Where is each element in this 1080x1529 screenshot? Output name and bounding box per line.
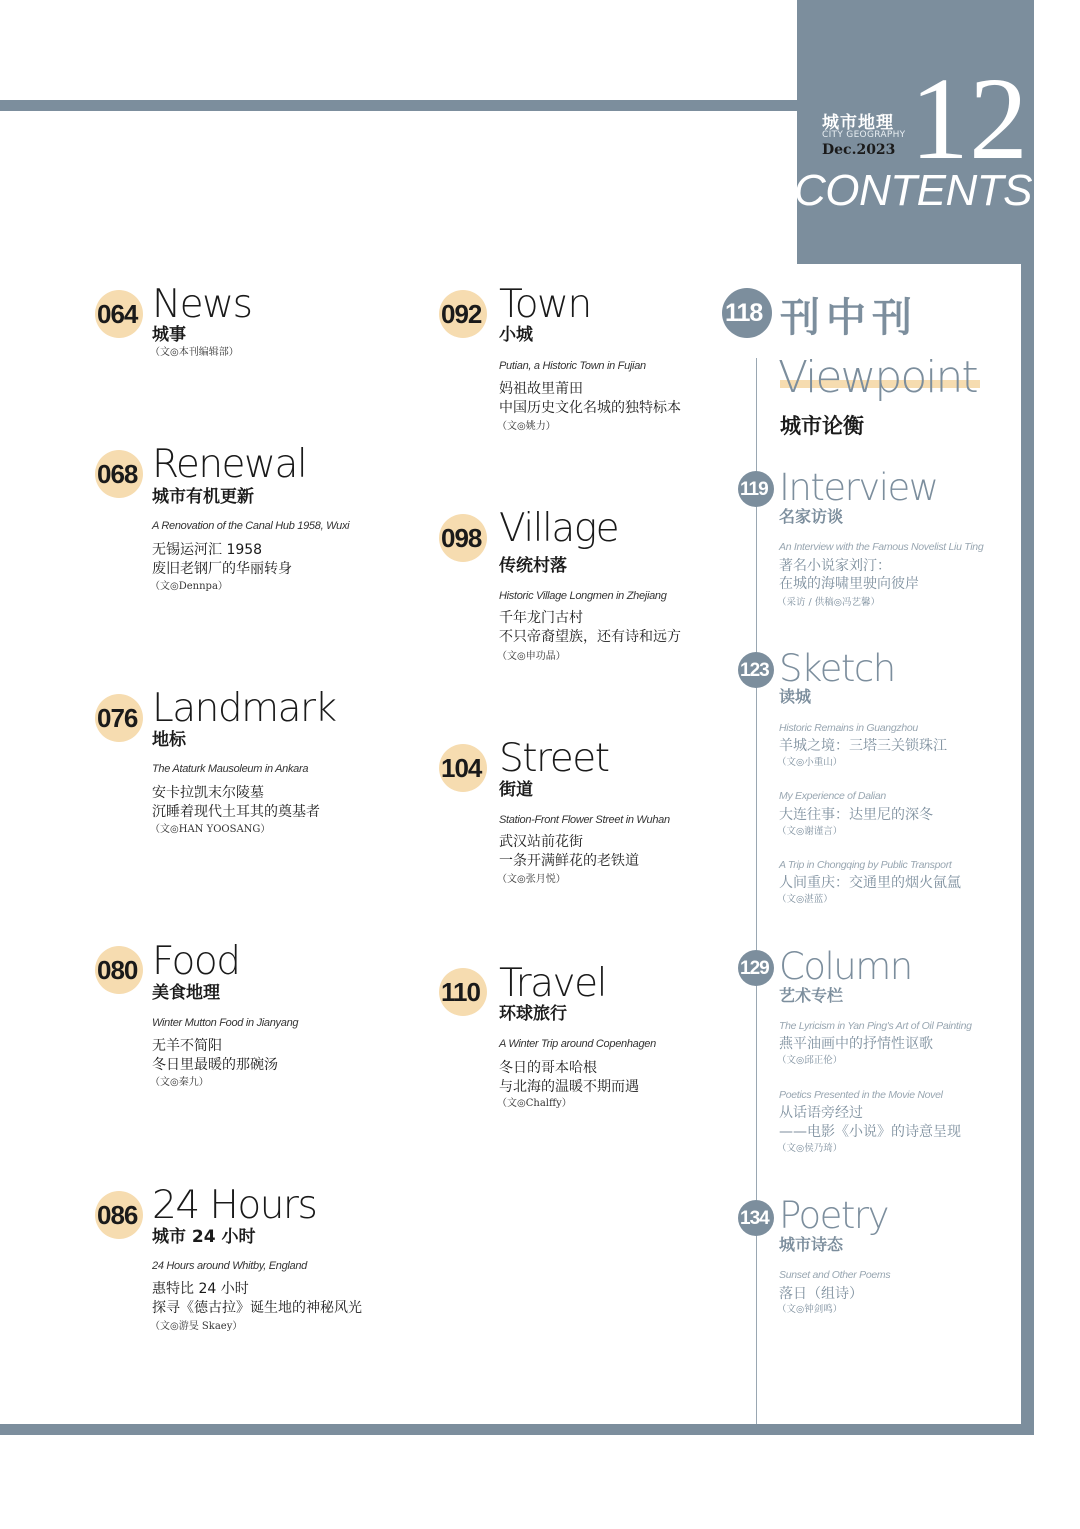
- article-title-line: 冬日的哥本哈根: [499, 1060, 597, 1076]
- article-title-line: 与北海的温暖不期而遇: [499, 1079, 639, 1095]
- article-title-en: Poetics Presented in the Movie Novel: [779, 1089, 943, 1101]
- top-rule: [0, 100, 800, 111]
- article-author: （文◎申功晶）: [497, 651, 566, 662]
- feature-title: 刊中刊: [780, 295, 918, 341]
- article-title-en: Historic Village Longmen in Zhejiang: [499, 590, 667, 602]
- article-title-line: ——电影《小说》的诗意呈现: [779, 1124, 961, 1140]
- section-title-cn: 城市诗态: [779, 1235, 844, 1254]
- article-title-line: 中国历史文化名城的独特标本: [499, 400, 681, 416]
- section-title-en: 24 Hours: [152, 1183, 317, 1228]
- issue-date: Dec.2023: [822, 142, 896, 158]
- article-author: （文◎HAN YOOSANG）: [150, 824, 271, 835]
- article-author: （文◎游旻 Skaey）: [150, 1321, 243, 1332]
- article-title-en: Sunset and Other Poems: [779, 1269, 891, 1281]
- article-author: （文◎秦九）: [150, 1077, 209, 1088]
- section-title-en: News: [152, 282, 252, 327]
- section-title-en: Food: [152, 939, 240, 984]
- article-title-line: 落日（组诗）: [779, 1286, 863, 1302]
- page-number: 110: [441, 977, 480, 1007]
- issue-number: 12: [910, 53, 1028, 184]
- section-title-en: Interview: [779, 466, 938, 509]
- article-title-line: 著名小说家刘汀：: [779, 558, 891, 574]
- section-title-cn: 城市 24 小时: [152, 1227, 256, 1247]
- article-title-en: An Interview with the Famous Novelist Liu Ting: [779, 541, 984, 553]
- page-number: 064: [97, 299, 138, 329]
- article-title-line: 妈祖故里莆田: [499, 381, 583, 397]
- page-number: 119: [740, 479, 768, 500]
- section-title-en: Street: [499, 736, 609, 781]
- article-title-en: My Experience of Dalian: [779, 790, 886, 802]
- article-author: （文◎侯乃琦）: [777, 1143, 843, 1154]
- article-author: （文◎Dennpa）: [150, 581, 228, 592]
- magazine-title-cn: 城市地理: [822, 113, 894, 133]
- right-column-rule: [756, 358, 757, 1424]
- article-title-en: The Ataturk Mausoleum in Ankara: [152, 763, 309, 775]
- article-author: （文◎Chalffy）: [497, 1098, 572, 1109]
- bottom-rule: [0, 1424, 1034, 1435]
- section-title-en: Village: [499, 506, 619, 551]
- article-title-line: 羊城之境：三塔三关锁珠江: [779, 738, 947, 754]
- section-title-en: Town: [499, 282, 591, 327]
- section-title-en: Column: [779, 945, 912, 988]
- article-author: （文◎钟剑鸣）: [777, 1304, 843, 1315]
- article-author: （文◎姚力）: [497, 421, 556, 432]
- section-title-cn: 城市有机更新: [152, 487, 254, 507]
- article-title-line: 从话语旁经过: [779, 1105, 863, 1121]
- article-title-en: The Lyricism in Yan Ping's Art of Oil Painting: [779, 1020, 972, 1032]
- page-number: 123: [740, 660, 769, 681]
- article-title-line: 武汉站前花街: [499, 834, 583, 850]
- section-title-cn: 读城: [779, 687, 812, 706]
- article-author: （文◎邱正伦）: [777, 1055, 843, 1066]
- section-title-cn: 艺术专栏: [779, 986, 844, 1005]
- article-author: （文◎湛蓝）: [777, 894, 833, 905]
- article-author: （文◎本刊编辑部）: [150, 347, 239, 358]
- article-author: （采访 / 供稿◎冯艺馨）: [777, 597, 881, 608]
- section-title-cn: 环球旅行: [499, 1004, 567, 1024]
- article-title-line: 惠特比 24 小时: [152, 1281, 249, 1297]
- article-title-en: Historic Remains in Guangzhou: [779, 722, 918, 734]
- section-title-cn: 传统村落: [499, 556, 567, 576]
- article-title-en: Winter Mutton Food in Jianyang: [152, 1017, 299, 1029]
- section-title-cn: 地标: [152, 730, 186, 750]
- article-title-line: 燕平油画中的抒情性讴歌: [779, 1036, 933, 1052]
- article-title-en: Putian, a Historic Town in Fujian: [499, 360, 646, 372]
- section-title-en: Sketch: [779, 647, 895, 690]
- section-title-cn: 小城: [499, 325, 533, 345]
- article-title-line: 不只帝裔望族，还有诗和远方: [499, 629, 681, 645]
- article-author: （文◎小重山）: [777, 757, 843, 768]
- article-author: （文◎谢谨言）: [777, 826, 843, 837]
- page-number: 068: [97, 459, 138, 489]
- article-title-en: Station-Front Flower Street in Wuhan: [499, 814, 670, 826]
- page-number: 080: [97, 955, 138, 985]
- section-title-cn: 街道: [499, 780, 533, 800]
- viewpoint-title-cn: 城市论衡: [780, 414, 864, 438]
- article-title-en: 24 Hours around Whitby, England: [152, 1260, 307, 1272]
- section-title-en: Poetry: [779, 1194, 889, 1237]
- section-title-cn: 美食地理: [152, 983, 220, 1003]
- article-title-en: A Winter Trip around Copenhagen: [499, 1038, 656, 1050]
- magazine-title-en: CITY GEOGRAPHY: [822, 130, 906, 140]
- article-title-line: 冬日里最暖的那碗汤: [152, 1057, 278, 1073]
- article-title-line: 沉睡着现代土耳其的奠基者: [152, 804, 320, 820]
- right-rule: [1021, 260, 1034, 1435]
- article-title-line: 人间重庆：交通里的烟火氤氲: [779, 875, 961, 891]
- section-title-cn: 名家访谈: [779, 507, 844, 526]
- article-title-line: 在城的海啸里驶向彼岸: [779, 576, 919, 592]
- article-title-line: 探寻《德古拉》诞生地的神秘风光: [152, 1300, 362, 1316]
- article-title-line: 大连往事：达里尼的深冬: [779, 807, 933, 823]
- page-number: 129: [740, 958, 769, 979]
- article-author: （文◎张月悦）: [497, 874, 566, 885]
- article-title-line: 一条开满鲜花的老铁道: [499, 853, 639, 869]
- page-number: 086: [97, 1200, 138, 1230]
- section-title-cn: 城事: [152, 325, 186, 345]
- contents-heading: CONTENTS: [794, 166, 1032, 215]
- section-title-en: Renewal: [152, 442, 307, 487]
- section-title-en: Travel: [499, 961, 606, 1006]
- page-number: 104: [441, 753, 482, 783]
- article-title-line: 无锡运河汇 1958: [152, 542, 263, 558]
- section-title-en: Landmark: [152, 686, 336, 731]
- page-number: 134: [740, 1208, 769, 1229]
- page-number: 092: [441, 299, 482, 329]
- article-title-line: 安卡拉凯末尔陵墓: [152, 785, 264, 801]
- viewpoint-title-en: Viewpoint: [778, 352, 977, 403]
- article-title-line: 千年龙门古村: [499, 610, 583, 626]
- page-number: 076: [97, 703, 138, 733]
- page-number: 098: [441, 523, 482, 553]
- page-number: 118: [725, 299, 763, 327]
- article-title-line: 无羊不简阳: [152, 1038, 222, 1054]
- article-title-line: 废旧老钢厂的华丽转身: [152, 561, 292, 577]
- article-title-en: A Renovation of the Canal Hub 1958, Wuxi: [152, 520, 350, 532]
- article-title-en: A Trip in Chongqing by Public Transport: [779, 859, 952, 871]
